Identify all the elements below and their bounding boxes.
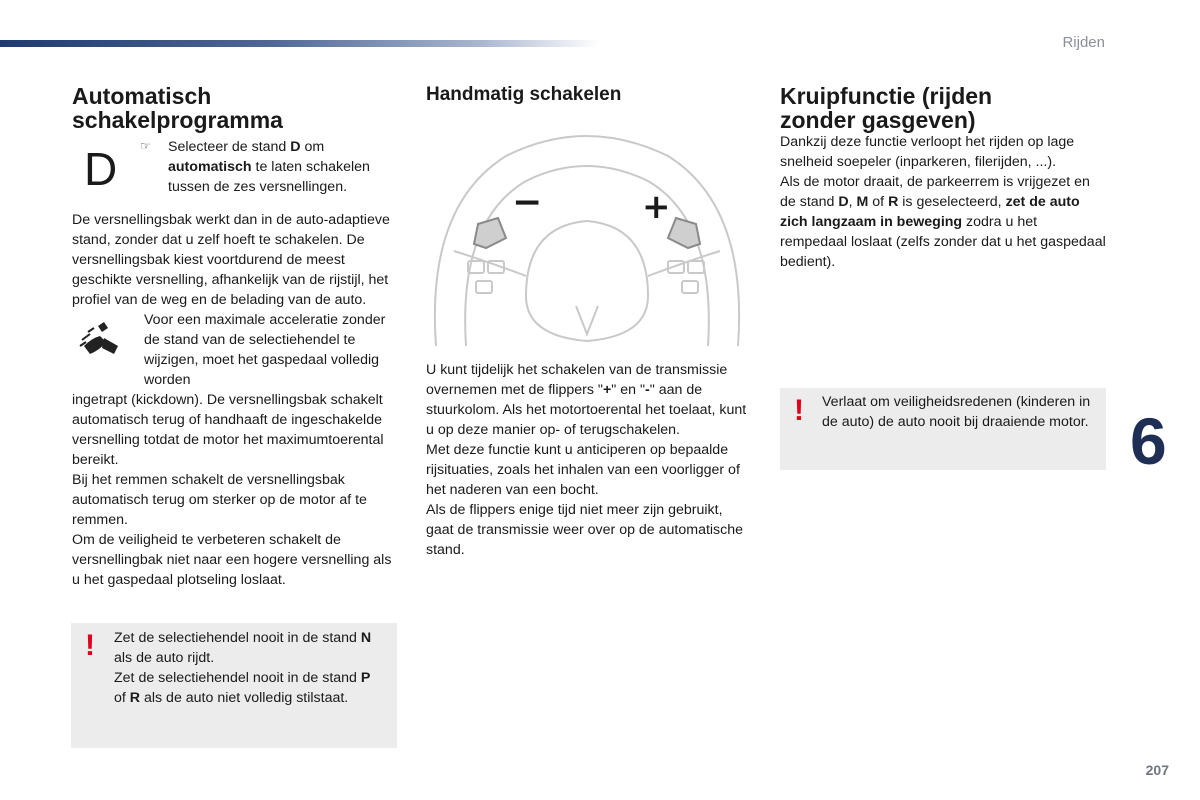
creep-para-1: Dankzij deze functie verloopt het rijden op lage snelheid soepeler (inparkeren, filerijden, ...). (780, 134, 1075, 170)
gear-d-symbol: D (84, 143, 118, 195)
warning-box-creep (780, 388, 1106, 470)
steering-wheel-illustration (426, 126, 748, 346)
minus-paddle-icon (474, 218, 506, 248)
warning-icon: ! (85, 629, 95, 662)
page-number: 207 (1145, 762, 1169, 778)
section-label: Rijden (1062, 34, 1105, 51)
automatic-para-1: De versnellingsbak werkt dan in de auto-adaptieve stand, zonder dat u zelf hoeft te schakelen. De versnellingsbak kiest voortdurend de meest geschikte versnelling, afhankelijk van de rijstijl, het profiel van de weg en de belading van de auto. (72, 212, 390, 308)
manual-body (426, 360, 748, 560)
warning-text-creep: Verlaat om veiligheidsredenen (kinderen in de auto) de auto nooit bij draaiende motor. (822, 394, 1091, 430)
manual-para-2: Met deze functie kunt u anticiperen op bepaalde rijsituaties, zoals het inhalen van een voorligger of het naderen van een bocht. (426, 442, 740, 498)
column-automatic (72, 84, 398, 132)
kickdown-rest: ingetrapt (kickdown). De versnellingsbak schakelt automatisch terug of handhaaft de ingeschakelde versnelling totdat de motor het maximumtoerental bereikt. (72, 392, 384, 468)
manual-para-1: U kunt tijdelijk het schakelen van de transmissie overnemen met de flippers "+" en "-" aan de stuurkolom. Als het motortoerental het toelaat, kunt u op deze manier op- of terugschakelen. (426, 362, 747, 438)
warning-icon: ! (794, 394, 804, 427)
column-manual (426, 84, 748, 106)
heading-manual: Handmatig schakelen (426, 84, 622, 105)
kickdown-intro: Voor een maximale acceleratie zonder de stand van de selectiehendel te wijzigen, moet het gaspedaal volledig worden (144, 312, 386, 388)
minus-symbol: − (512, 182, 543, 223)
column-creep (780, 84, 1106, 272)
plus-paddle-icon (668, 218, 700, 248)
header-accent-bar (0, 40, 600, 47)
heading-automatic: Automatisch schakelprogramma (72, 83, 283, 133)
d-instruction: Selecteer de stand D om automatisch te laten schakelen tussen de zes versnellingen. (168, 139, 370, 195)
creep-para-2: Als de motor draait, de parkeerrem is vrijgezet en de stand D, M of R is geselecteerd, zet de auto zich langzaam in beweging zodra u het rempedaal loslaat (zelfs zonder dat u het gaspedaal bedient). (780, 174, 1106, 270)
kickdown-pedal-icon (78, 320, 122, 360)
automatic-body (72, 210, 398, 590)
plus-symbol: + (642, 187, 671, 227)
warning-box-gear (71, 623, 397, 748)
chapter-number: 6 (1130, 404, 1167, 478)
manual-para-3: Als de flippers enige tijd niet meer zijn gebruikt, gaat de transmissie weer over op de automatische stand. (426, 502, 744, 558)
automatic-para-4: Om de veiligheid te verbeteren schakelt de versnellingbak niet naar een hogere versnelling als u het gaspedaal plotseling loslaat. (72, 532, 392, 588)
heading-creep: Kruipfunctie (rijden zonder gasgeven) (780, 83, 993, 133)
pointing-hand-icon: ☞ (140, 139, 151, 153)
warning-text-gear: Zet de selectiehendel nooit in de stand N als de auto rijdt. Zet de selectiehendel nooit in de stand P of R als de auto niet volledig stilstaat. (114, 630, 372, 706)
automatic-para-3: Bij het remmen schakelt de versnellingsbak automatisch terug om sterker op de motor af te remmen. (72, 472, 367, 528)
